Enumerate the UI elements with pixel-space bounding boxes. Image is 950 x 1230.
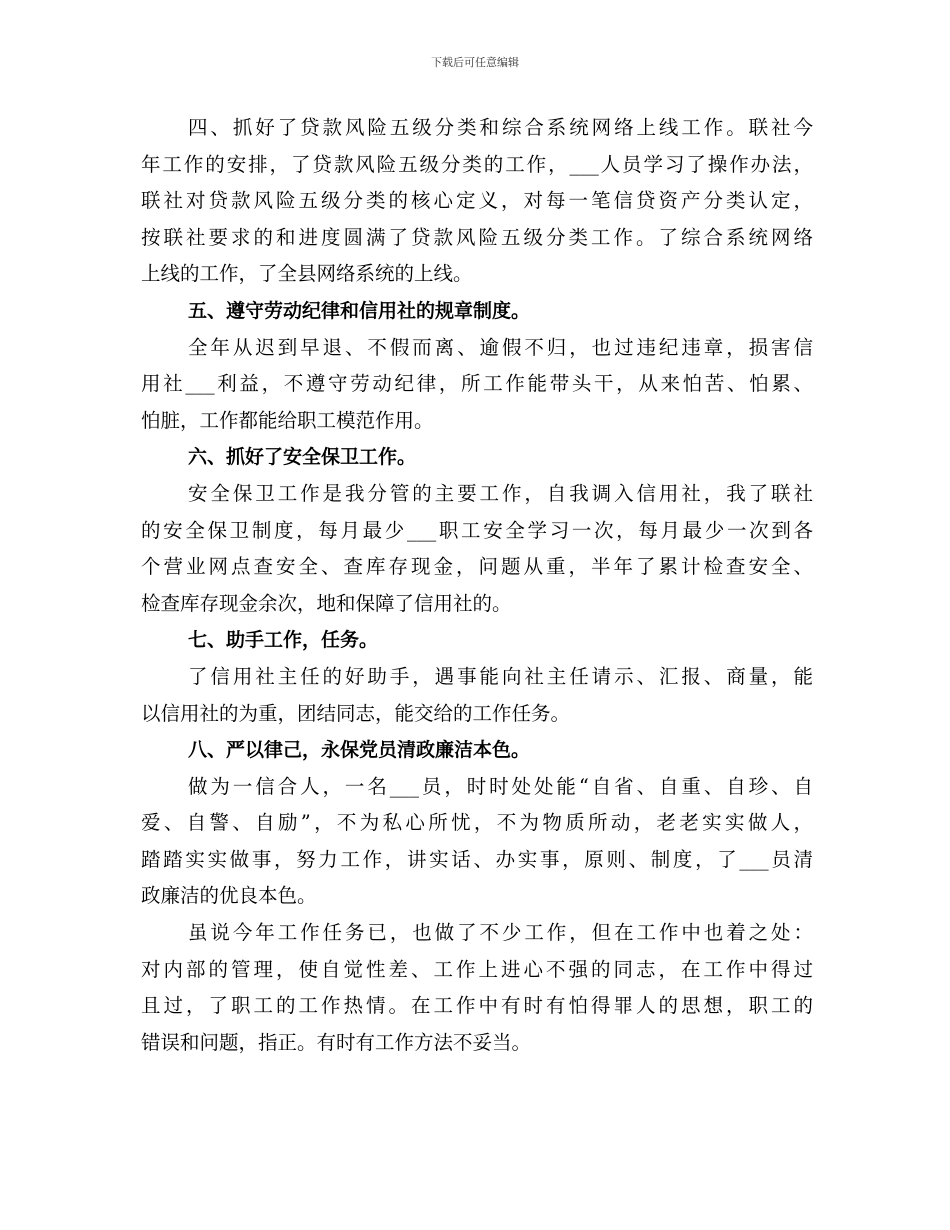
paragraph-line: 政廉洁的优良本色。 — [141, 884, 317, 908]
paragraph-line: 踏踏实实做事，努力工作，讲实话、办实事，原则、制度，了___员清 — [141, 847, 813, 871]
page-header: 下载后可任意编辑 — [431, 56, 519, 69]
paragraph-line: 用社___利益，不遵守劳动纪律，所工作能带头干，从来怕苦、怕累、 — [141, 372, 813, 396]
paragraph-line: 爱、自警、自励”，不为私心所忧，不为物质所动，老老实实做人， — [141, 811, 813, 835]
paragraph-line: 了信用社主任的好助手，遇事能向社主任请示、汇报、商量，能 — [188, 664, 813, 688]
document-body — [141, 110, 813, 1061]
paragraph-line: 年工作的安排，了贷款风险五级分类的工作，___人员学习了操作办法， — [141, 152, 813, 176]
section-heading: 七、助手工作，任务。 — [188, 629, 379, 652]
paragraph-line: 做为一信合人，一名___员，时时处处能“自省、自重、自珍、自 — [188, 774, 813, 798]
section-heading: 八、严以律己，永保党员清政廉洁本色。 — [188, 739, 531, 762]
paragraph-line: 联社对贷款风险五级分类的核心定义，对每一笔信贷资产分类认定， — [141, 189, 813, 213]
paragraph-line: 以信用社的为重，团结同志，能交给的工作任务。 — [141, 701, 571, 725]
paragraph-line: 错误和问题，指正。有时有工作方法不妥当。 — [141, 1030, 532, 1054]
paragraph-line: 检查库存现金余次，地和保障了信用社的。 — [141, 591, 512, 615]
paragraph-line: 上线的工作，了全县网络系统的上线。 — [141, 262, 473, 286]
paragraph-line: 的安全保卫制度，每月最少___职工安全学习一次，每月最少一次到各 — [141, 518, 813, 542]
paragraph-line: 按联社要求的和进度圆满了贷款风险五级分类工作。了综合系统网络 — [141, 225, 813, 249]
paragraph-line: 安全保卫工作是我分管的主要工作，自我调入信用社，我了联社 — [188, 481, 813, 505]
paragraph-line: 全年从迟到早退、不假而离、逾假不归，也过违纪违章，损害信 — [188, 335, 813, 359]
paragraph-line: 四、抓好了贷款风险五级分类和综合系统网络上线工作。联社今 — [188, 116, 813, 139]
paragraph-line: 个营业网点查安全、查库存现金，问题从重，半年了累计检查安全、 — [141, 555, 813, 579]
section-heading: 五、遵守劳动纪律和信用社的规章制度。 — [188, 299, 531, 322]
paragraph-line: 对内部的管理，使自觉性差、工作上进心不强的同志，在工作中得过 — [141, 957, 813, 981]
section-heading: 六、抓好了安全保卫工作。 — [188, 446, 417, 469]
paragraph-line: 怕脏，工作都能给职工模范作用。 — [141, 408, 434, 432]
paragraph-line: 且过，了职工的工作热情。在工作中有时有怕得罪人的思想，职工的 — [141, 994, 813, 1018]
paragraph-line: 虽说今年工作任务已，也做了不少工作，但在工作中也着之处： — [188, 921, 813, 945]
